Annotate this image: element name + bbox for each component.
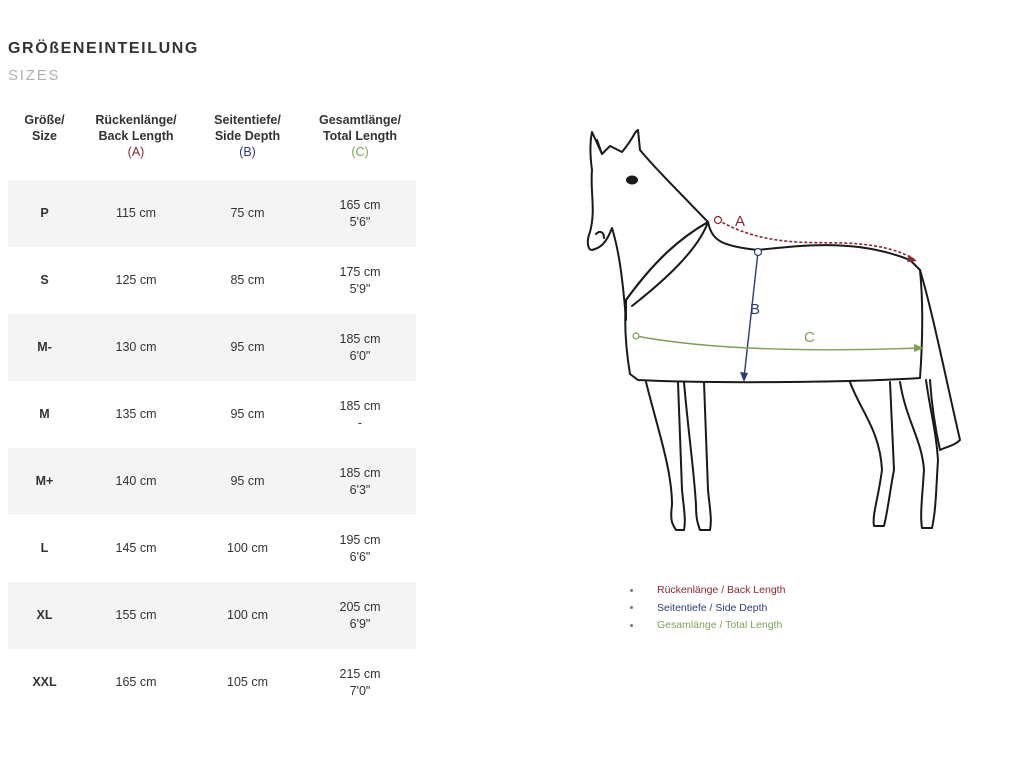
header-side-line2: Side Depth — [214, 129, 281, 143]
size-cell — [8, 448, 81, 515]
side-depth-value: 95 cm — [230, 407, 265, 421]
measure-b-start — [755, 249, 762, 256]
horse-nostril — [596, 232, 604, 238]
total-length-cm: 185 cm — [339, 398, 381, 413]
label-a: A — [735, 213, 746, 230]
size-cell — [8, 582, 81, 649]
total-length-cell — [304, 381, 416, 448]
size-value: XXL — [32, 675, 57, 689]
total-length-ft: 6'9" — [349, 616, 371, 631]
back-length-cell — [81, 515, 191, 582]
total-length-ft: 5'9" — [349, 281, 371, 296]
side-depth-cell — [191, 582, 304, 649]
table-row — [8, 180, 416, 247]
header-back-line2: Back Length — [98, 129, 174, 143]
side-depth-value: 85 cm — [230, 273, 265, 287]
total-length-ft: 5'6" — [349, 214, 371, 229]
size-value: XL — [36, 608, 53, 622]
table-row — [8, 582, 416, 649]
back-length-cell — [81, 649, 191, 716]
header-back-letter: (A) — [127, 145, 145, 159]
header-side-line1: Seitentiefe/ — [214, 113, 281, 127]
side-depth-value: 100 cm — [227, 608, 268, 622]
side-depth-cell — [191, 247, 304, 314]
table-row — [8, 247, 416, 314]
back-length-value: 130 cm — [115, 340, 157, 354]
side-depth-cell — [191, 515, 304, 582]
table-row — [8, 515, 416, 582]
table-row — [8, 649, 416, 716]
table-row — [8, 314, 416, 381]
page-title: GRÖßENEINTEILUNG — [8, 40, 199, 57]
size-cell — [8, 314, 81, 381]
back-length-value: 115 cm — [115, 206, 157, 220]
rug-collar — [632, 222, 708, 306]
bullet-icon — [630, 589, 633, 592]
side-depth-value: 100 cm — [227, 541, 268, 555]
size-value: M- — [37, 340, 52, 354]
table-row — [8, 381, 416, 448]
back-length-cell — [81, 448, 191, 515]
total-length-ft: 6'0" — [349, 348, 371, 363]
side-depth-cell — [191, 448, 304, 515]
back-length-value: 140 cm — [115, 474, 157, 488]
measure-a-line — [718, 220, 915, 260]
legend-item — [630, 617, 785, 635]
side-depth-value: 95 cm — [230, 340, 265, 354]
header-size-line1: Größe/ — [24, 113, 65, 127]
size-cell — [8, 180, 81, 247]
back-length-cell — [81, 314, 191, 381]
total-length-ft: - — [357, 415, 363, 430]
page-subtitle: SIZES — [8, 67, 61, 84]
total-length-cell — [304, 582, 416, 649]
back-length-cell — [81, 582, 191, 649]
side-depth-cell — [191, 314, 304, 381]
header-size-line2: Size — [31, 129, 57, 143]
side-depth-cell — [191, 180, 304, 247]
header-total-letter: (C) — [351, 145, 369, 159]
size-cell — [8, 649, 81, 716]
side-depth-value: 75 cm — [230, 206, 265, 220]
label-b: B — [750, 301, 761, 318]
back-length-value: 125 cm — [115, 273, 157, 287]
size-table-body — [8, 180, 416, 716]
measurement-legend — [630, 582, 785, 635]
header-side-letter: (B) — [239, 145, 256, 159]
total-length-cell — [304, 247, 416, 314]
measure-a-start — [715, 217, 722, 224]
side-depth-value: 105 cm — [227, 675, 268, 689]
legend-item — [630, 600, 785, 618]
total-length-cell — [304, 515, 416, 582]
size-value: M — [39, 407, 50, 421]
legend-label: Gesamlänge / Total Length — [657, 619, 783, 631]
horse-tail — [920, 270, 960, 450]
size-value: M+ — [35, 474, 54, 488]
total-length-cm: 185 cm — [339, 465, 381, 480]
size-cell — [8, 515, 81, 582]
size-cell — [8, 247, 81, 314]
total-length-cm: 165 cm — [339, 197, 381, 212]
total-length-ft: 6'3" — [349, 482, 371, 497]
legend-label: Rückenlänge / Back Length — [657, 584, 786, 596]
back-length-cell — [81, 381, 191, 448]
total-length-cell — [304, 448, 416, 515]
total-length-cell — [304, 649, 416, 716]
total-length-cm: 185 cm — [339, 331, 381, 346]
back-length-cell — [81, 180, 191, 247]
side-depth-value: 95 cm — [230, 474, 265, 488]
header-total-line1: Gesamtlänge/ — [319, 113, 401, 127]
total-length-cell — [304, 314, 416, 381]
measure-b-arrow — [740, 372, 748, 382]
total-length-ft: 7'0" — [349, 683, 371, 698]
size-cell — [8, 381, 81, 448]
table-row — [8, 448, 416, 515]
label-c: C — [804, 329, 815, 346]
size-value: L — [40, 541, 49, 555]
header-total-length — [304, 112, 416, 180]
legend-label: Seitentiefe / Side Depth — [657, 601, 768, 614]
horse-hind-legs — [850, 380, 938, 528]
bullet-icon — [630, 624, 633, 627]
measure-c-line — [636, 336, 920, 350]
horse-rug-diagram — [560, 110, 980, 550]
total-length-cm: 175 cm — [339, 264, 381, 279]
back-length-value: 145 cm — [115, 541, 157, 555]
header-size — [8, 112, 81, 180]
header-side-depth — [191, 112, 304, 180]
back-length-cell — [81, 247, 191, 314]
total-length-cm: 205 cm — [339, 599, 381, 614]
side-depth-cell — [191, 649, 304, 716]
table-header-row — [8, 112, 416, 180]
horse-eye — [627, 177, 637, 184]
size-value: P — [40, 206, 49, 220]
size-table — [8, 112, 416, 716]
back-length-value: 155 cm — [115, 608, 157, 622]
total-length-ft: 6'6" — [349, 549, 371, 564]
horse-head-outline — [588, 130, 708, 320]
measure-c-start — [633, 333, 639, 339]
size-value: S — [40, 273, 49, 287]
legend-item — [630, 582, 785, 600]
header-back-line1: Rückenlänge/ — [95, 113, 177, 127]
header-back-length — [81, 112, 191, 180]
total-length-cm: 195 cm — [339, 532, 381, 547]
rug-outline — [625, 222, 922, 382]
horse-front-legs — [646, 382, 711, 530]
side-depth-cell — [191, 381, 304, 448]
total-length-cm: 215 cm — [339, 666, 381, 681]
total-length-cell — [304, 180, 416, 247]
bullet-icon — [630, 606, 633, 609]
back-length-value: 165 cm — [115, 675, 157, 689]
header-total-line2: Total Length — [322, 129, 398, 143]
back-length-value: 135 cm — [115, 407, 157, 421]
